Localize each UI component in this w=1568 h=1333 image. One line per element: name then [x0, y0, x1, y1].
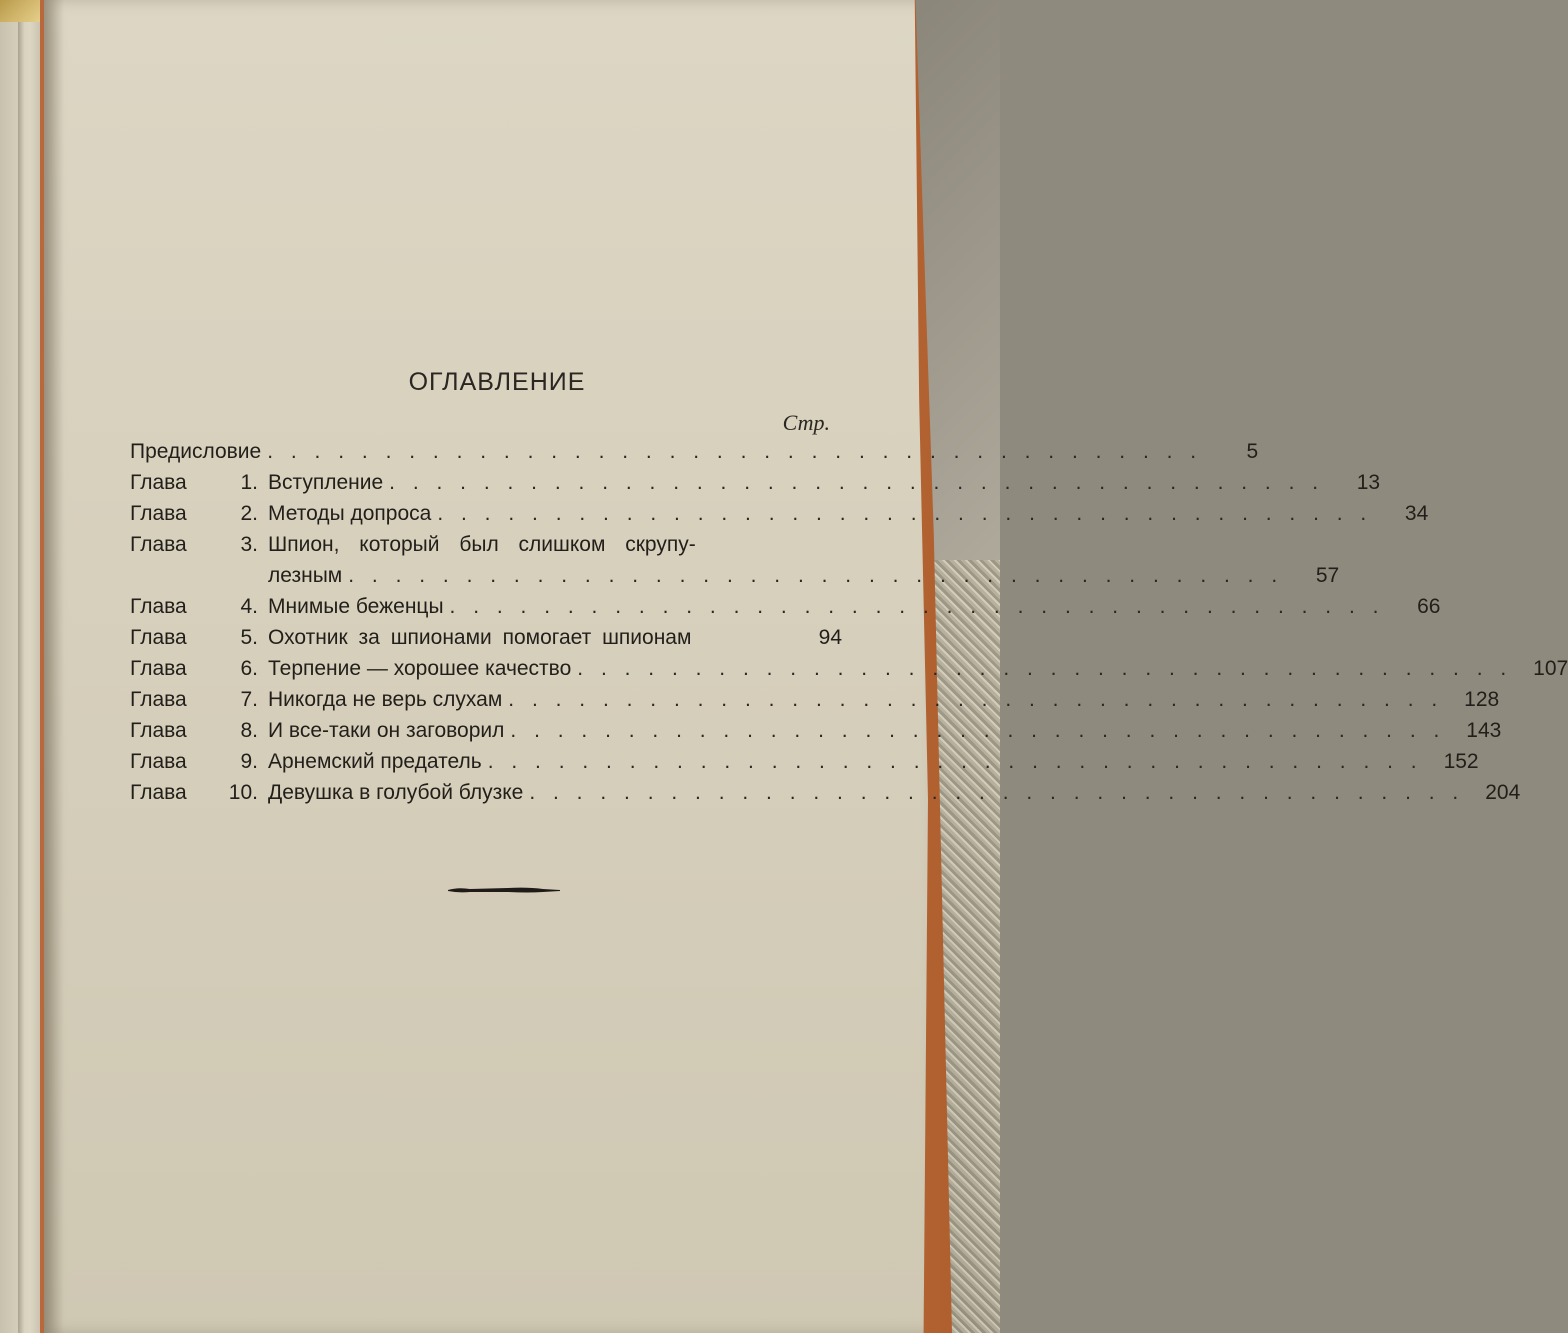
- chapter-title-wrap: [268, 622, 786, 653]
- entry-page: 5: [1246, 440, 1259, 463]
- leader-dots: . . . . . . . . . . . . . . . . . . . . . . . . . . . . . . . . . . . . . . . .: [267, 440, 1203, 463]
- leader-dots: . . . . . . . . . . . . . . . . . . . . . . . . . . . . . . . . . . . . . . . .: [487, 750, 1423, 773]
- chapter-page: 152: [1443, 750, 1479, 773]
- chapter-title-wrap: [268, 715, 1445, 746]
- leader-dots: . . . . . . . . . . . . . . . . . . . . . . . . . . . . . . . . . . . . . . . .: [348, 564, 1284, 587]
- entry-title: Предисловие: [130, 440, 262, 463]
- chapter-title: Шпион, который был слишком скрупу-: [268, 533, 696, 556]
- chapter-label: Глава: [130, 502, 187, 525]
- leader-dots: . . . . . . . . . . . . . . . . . . . . . . . . . . . . . . . . . . . . . . . .: [577, 657, 1513, 680]
- chapter-page: 107: [1533, 657, 1568, 680]
- end-ornament: [448, 886, 560, 893]
- chapter-title-wrap: [268, 746, 1423, 777]
- chapter-label: Глава: [130, 688, 187, 711]
- leader-dots: . . . . . . . . . . . . . . . . . . . . . . . . . . . . . . . . . . . . . . . .: [529, 781, 1465, 804]
- leader-dots: . . . . . . . . . . . . . . . . . . . . . . . . . . . . . . . . . . . . . . . .: [510, 719, 1446, 742]
- chapter-page: 128: [1464, 688, 1500, 711]
- chapter-title: Охотник за шпионами помогает шпионам: [268, 626, 692, 649]
- chapter-page: 204: [1485, 781, 1521, 804]
- toc-heading: ОГЛАВЛЕНИЕ: [408, 368, 586, 396]
- chapter-title-wrap: [268, 777, 1464, 808]
- chapter-number: 9.: [240, 750, 258, 773]
- leader-dots: . . . . . . . . . . . . . . . . . . . . . . . . . . . . . . . . . . . . . . . .: [437, 502, 1373, 525]
- chapter-title: Терпение — хорошее качество: [268, 657, 572, 680]
- page-fold: [18, 0, 24, 1333]
- chapter-title-wrap: [268, 653, 1512, 684]
- chapter-title-wrap: [268, 467, 1324, 498]
- chapter-title: И все-таки он заговорил: [268, 719, 505, 742]
- chapter-title: Мнимые беженцы: [268, 595, 444, 618]
- chapter-page: 57: [1315, 564, 1340, 587]
- chapter-number: 5.: [240, 626, 258, 649]
- chapter-label: Глава: [130, 719, 187, 742]
- chapter-number: 1.: [240, 471, 258, 494]
- chapter-title-wrap: [268, 684, 1443, 715]
- toc-entry-chapter-8: [130, 715, 1502, 746]
- toc-entry-chapter-7: [130, 684, 1500, 715]
- chapter-page: 13: [1356, 471, 1381, 494]
- chapter-label: Глава: [130, 533, 187, 556]
- chapter-title: Девушка в голубой блузке: [268, 781, 524, 804]
- chapter-number: 4.: [240, 595, 258, 618]
- chapter-label: Глава: [130, 626, 187, 649]
- leader-dots: . . . . . . . . . . . . . . . . . . . . . . . . . . . . . . . . . . . . . . . .: [508, 688, 1444, 711]
- chapter-title: Никогда не верь слухам: [268, 688, 503, 711]
- toc-entry-chapter-9: [130, 746, 1479, 777]
- gilded-corner: [0, 0, 40, 22]
- chapter-page: 66: [1417, 595, 1441, 618]
- chapter-title: Арнемский предатель: [268, 750, 482, 773]
- chapter-label: Глава: [130, 471, 187, 494]
- chapter-title-wrap: [268, 560, 1283, 591]
- chapter-title-wrap: [268, 591, 1384, 622]
- toc-entry-chapter-3: [130, 529, 842, 560]
- chapter-page: 34: [1404, 502, 1429, 525]
- chapter-label: Глава: [130, 750, 187, 773]
- toc-entry-chapter-3-continued: [130, 560, 1340, 591]
- chapter-title: Методы допроса: [268, 502, 432, 525]
- toc-entry-chapter-1: [130, 467, 1381, 498]
- chapter-page: 94: [818, 626, 842, 649]
- table-of-contents: [130, 436, 1568, 808]
- chapter-number: 6.: [240, 657, 258, 680]
- chapter-number: 10.: [228, 781, 258, 804]
- chapter-title: Вступление: [268, 471, 384, 494]
- leader-dots: . . . . . . . . . . . . . . . . . . . . . . . . . . . . . . . . . . . . . . . .: [389, 471, 1325, 494]
- chapter-number: 2.: [240, 502, 258, 525]
- chapter-label: Глава: [130, 657, 187, 680]
- toc-entry-chapter-5: [130, 622, 842, 653]
- gutter-shadow: [44, 0, 64, 1333]
- page-column-header: Стр.: [782, 410, 830, 435]
- chapter-title-wrap: [268, 498, 1372, 529]
- chapter-number: 8.: [240, 719, 258, 742]
- chapter-label: Глава: [130, 595, 187, 618]
- chapter-label: Глава: [130, 781, 187, 804]
- leader-dots: . . . . . . . . . . . . . . . . . . . . . . . . . . . . . . . . . . . . . . . .: [449, 595, 1385, 618]
- toc-entry-chapter-4: [130, 591, 1441, 622]
- toc-entry-chapter-10: [130, 777, 1521, 808]
- toc-entry-chapter-2: [130, 498, 1429, 529]
- chapter-page: 143: [1466, 719, 1502, 742]
- chapter-title-continuation: лезным: [268, 564, 343, 587]
- chapter-number: 7.: [240, 688, 258, 711]
- chapter-number: 3.: [240, 533, 258, 556]
- toc-entry-chapter-6: [130, 653, 1568, 684]
- chapter-title-wrap: [268, 529, 842, 560]
- toc-entry-preface: [130, 436, 1259, 467]
